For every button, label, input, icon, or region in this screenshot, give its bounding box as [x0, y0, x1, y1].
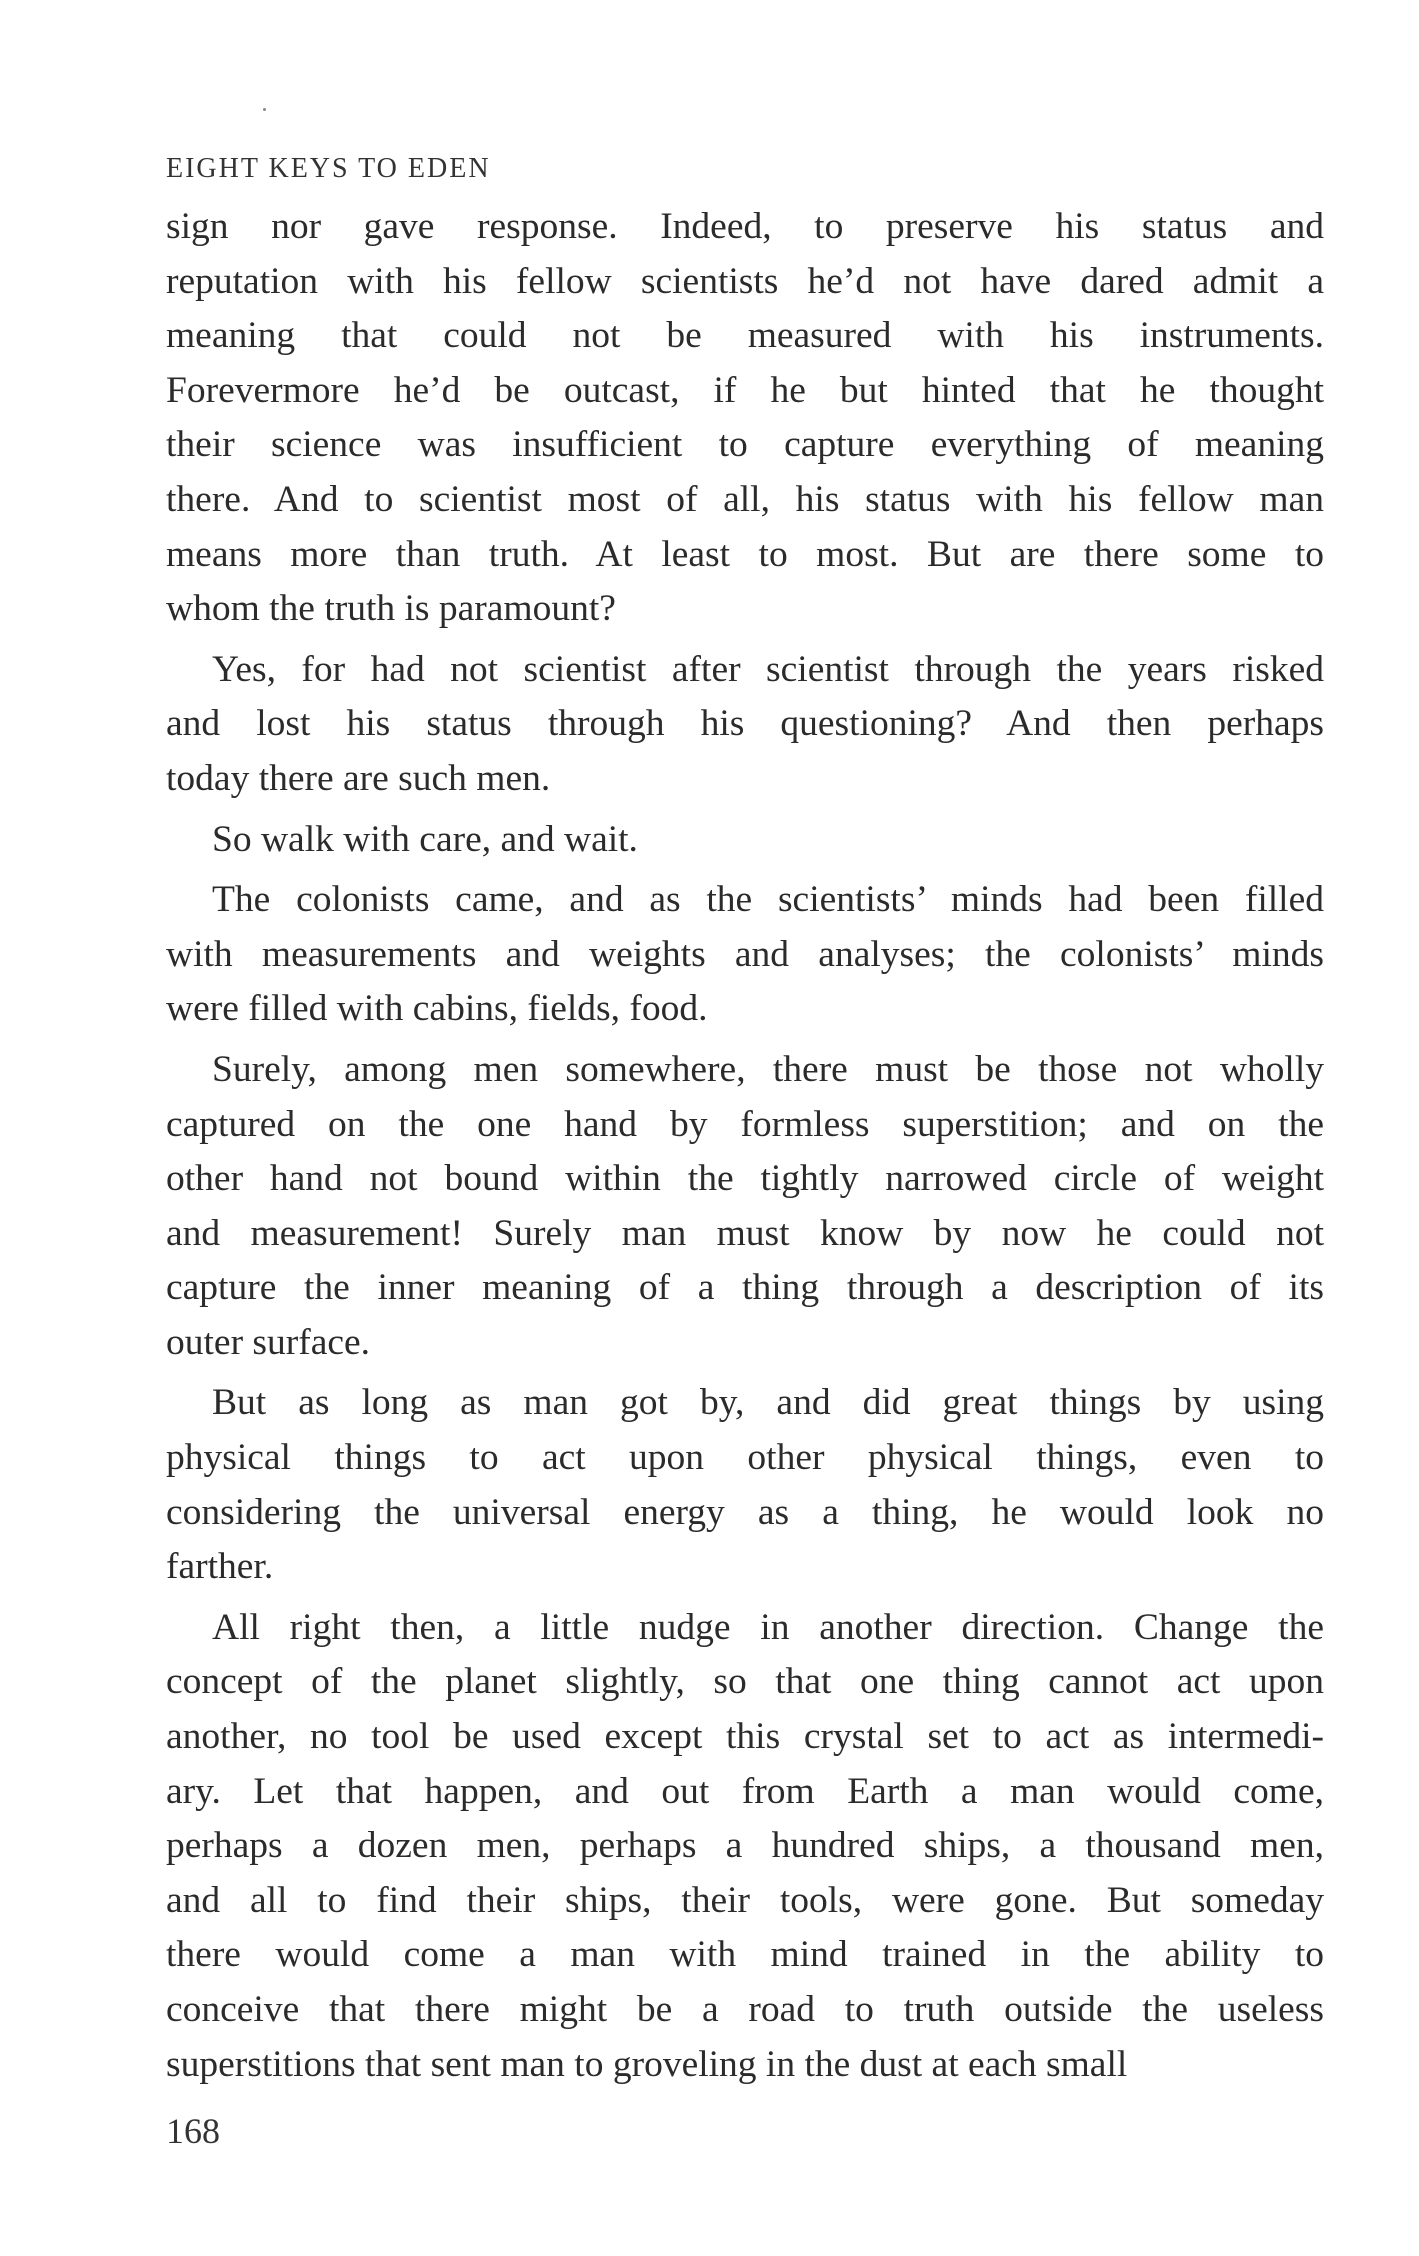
text-line: ary. Let that happen, and out from Earth a man would come, — [166, 1770, 1324, 1812]
paragraph — [166, 200, 1324, 637]
text-line: Forevermore he’d be outcast, if he but hinted that he thought — [166, 369, 1324, 411]
paragraph — [166, 1043, 1324, 1371]
paragraph — [166, 1376, 1324, 1594]
paragraph — [166, 813, 1324, 868]
text-line: another, no tool be used except this crystal set to act as intermedi- — [166, 1716, 1324, 1758]
text-line: perhaps a dozen men, perhaps a hundred ships, a thousand men, — [166, 1825, 1324, 1867]
text-line: superstitions that sent man to groveling in the dust at each small — [166, 2043, 1128, 2085]
text-line: outer surface. — [166, 1321, 371, 1363]
text-line: and all to find their ships, their tools, were gone. But someday — [166, 1879, 1324, 1921]
text-line: meaning that could not be measured with his instruments. — [166, 315, 1324, 357]
text-line: today there are such men. — [166, 757, 551, 799]
text-line: there would come a man with mind trained in the ability to — [166, 1934, 1324, 1976]
text-line: whom the truth is paramount? — [166, 588, 616, 630]
page-number: 168 — [166, 2111, 220, 2151]
text-line: concept of the planet slightly, so that one thing cannot act upon — [166, 1661, 1324, 1703]
text-line: Surely, among men somewhere, there must be those not wholly — [212, 1048, 1324, 1090]
paragraph — [166, 1601, 1324, 2092]
text-line: their science was insufficient to capture everything of meaning — [166, 424, 1324, 466]
paragraph — [166, 643, 1324, 807]
text-line: So walk with care, and wait. — [212, 818, 638, 860]
text-line: sign nor gave response. Indeed, to preserve his status and — [166, 206, 1324, 247]
text-line: The colonists came, and as the scientists’ minds had been filled — [212, 879, 1324, 921]
text-line: means more than truth. At least to most. But are there some to — [166, 533, 1324, 575]
text-line: there. And to scientist most of all, his status with his fellow man — [166, 478, 1324, 520]
text-line: capture the inner meaning of a thing through a description of its — [166, 1267, 1324, 1309]
body-text — [166, 200, 1324, 2092]
text-line: considering the universal energy as a thing, he would look no — [166, 1491, 1324, 1533]
text-line: and lost his status through his questioning? And then perhaps — [166, 703, 1324, 745]
text-line: captured on the one hand by formless superstition; and on the — [166, 1103, 1324, 1145]
text-line: other hand not bound within the tightly narrowed circle of weight — [166, 1158, 1324, 1200]
stray-ink-mark — [263, 108, 266, 111]
text-line: reputation with his fellow scientists he’d not have dared admit a — [166, 260, 1324, 302]
text-line: farther. — [166, 1546, 274, 1588]
text-line: conceive that there might be a road to truth outside the useless — [166, 1989, 1324, 2030]
text-line: But as long as man got by, and did great things by using — [212, 1382, 1324, 1424]
text-line: physical things to act upon other physical things, even to — [166, 1437, 1324, 1479]
text-line: were filled with cabins, fields, food. — [166, 988, 708, 1030]
paragraph — [166, 873, 1324, 1037]
text-line: Yes, for had not scientist after scientist through the years risked — [212, 648, 1324, 690]
text-line: and measurement! Surely man must know by now he could not — [166, 1212, 1324, 1254]
running-head: EIGHT KEYS TO EDEN — [166, 153, 491, 184]
text-line: with measurements and weights and analyses; the colonists’ minds — [166, 933, 1324, 975]
text-line: All right then, a little nudge in another direction. Change the — [212, 1606, 1324, 1648]
